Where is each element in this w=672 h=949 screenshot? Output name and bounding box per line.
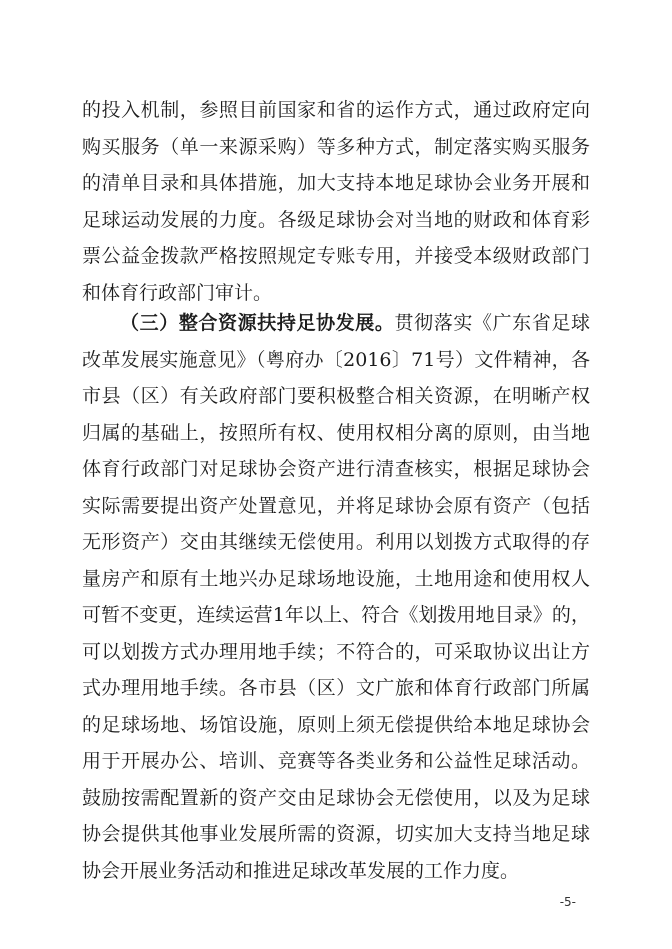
section-heading: （三）整合资源扶持足协发展。 [120, 312, 395, 334]
paragraph-funding-mechanism: 的投入机制，参照目前国家和省的运作方式，通过政府定向购买服务（单一来源采购）等多种方式，制定落实购买服务的清单目录和具体措施，加大支持本地足球协会业务开展和足球运动发展的力度。各级足球协会对当地的财政和体育彩票公益金拨款严格按照规定专账专用，并接受本级财政部门和体育行政部门审计。 [82, 99, 590, 304]
page-number: -5- [559, 895, 576, 909]
paragraph-body: 贯彻落实《广东省足球改革发展实施意见》（粤府办〔2016〕71号）文件精神，各市县（区）有关政府部门要积极整合相关资源，在明晰产权归属的基础上，按照所有权、使用权相分离的原则，由当地体育行政部门对足球协会资产进行清查核实，根据足球协会实际需要提出资产处置意见，并将足球协会原有资产（包括无形资产）交由其继续无偿使用。利用以划拨方式取得的存量房产和原有土地兴办足球场地设施，土地用途和使用权人可暂不变更，连续运营1年以上、符合《划拨用地目录》的，可以划拨方式办理用地手续；不符合的，可采取协议出让方式办理用地手续。各市县（区）文广旅和体育行政部门所属的足球场地、场馆设施，原则上须无偿提供给本地足球协会用于开展办公、培训、竞赛等各类业务和公益性足球活动。鼓励按需配置新的资产交由足球协会无偿使用，以及为足球协会提供其他事业发展所需的资源，切实加大支持当地足球协会开展业务活动和推进足球改革发展的工作力度。 [82, 312, 590, 882]
paragraph-resource-integration [82, 305, 590, 889]
